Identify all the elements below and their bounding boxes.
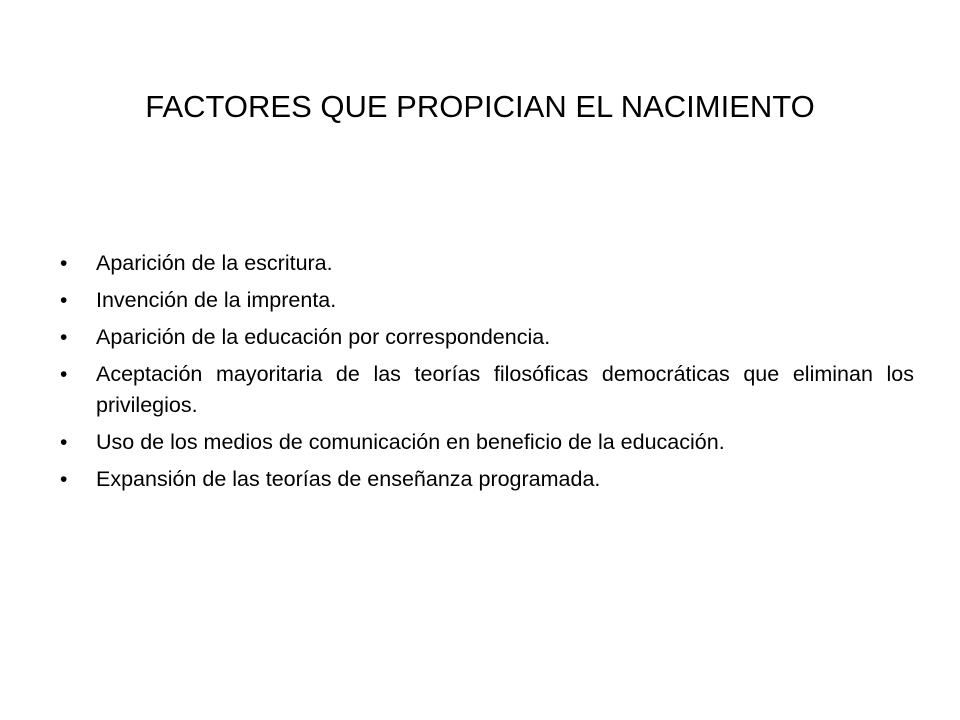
list-item-text: Aceptación mayoritaria de las teorías filosóficas democráticas que eliminan los privilegios. [96,362,914,417]
list-item [58,464,914,495]
list-item-text: Uso de los medios de comunicación en beneficio de la educación. [96,430,725,454]
list-item [58,248,914,279]
bullet-marker: • [60,326,68,349]
bullet-list [58,248,914,501]
list-item-text: Aparición de la escritura. [96,251,333,275]
bullet-marker: • [60,363,68,386]
list-item [58,359,914,421]
list-item [58,427,914,458]
list-item-text: Aparición de la educación por correspondencia. [96,325,551,349]
list-item-text: Expansión de las teorías de enseñanza programada. [96,467,601,491]
bullet-marker: • [60,252,68,275]
list-item [58,322,914,353]
bullet-marker: • [60,289,68,312]
bullet-marker: • [60,468,68,491]
list-item [58,285,914,316]
slide-title: FACTORES QUE PROPICIAN EL NACIMIENTO [145,89,815,124]
list-item-text: Invención de la imprenta. [96,288,337,312]
bullet-marker: • [60,431,68,454]
